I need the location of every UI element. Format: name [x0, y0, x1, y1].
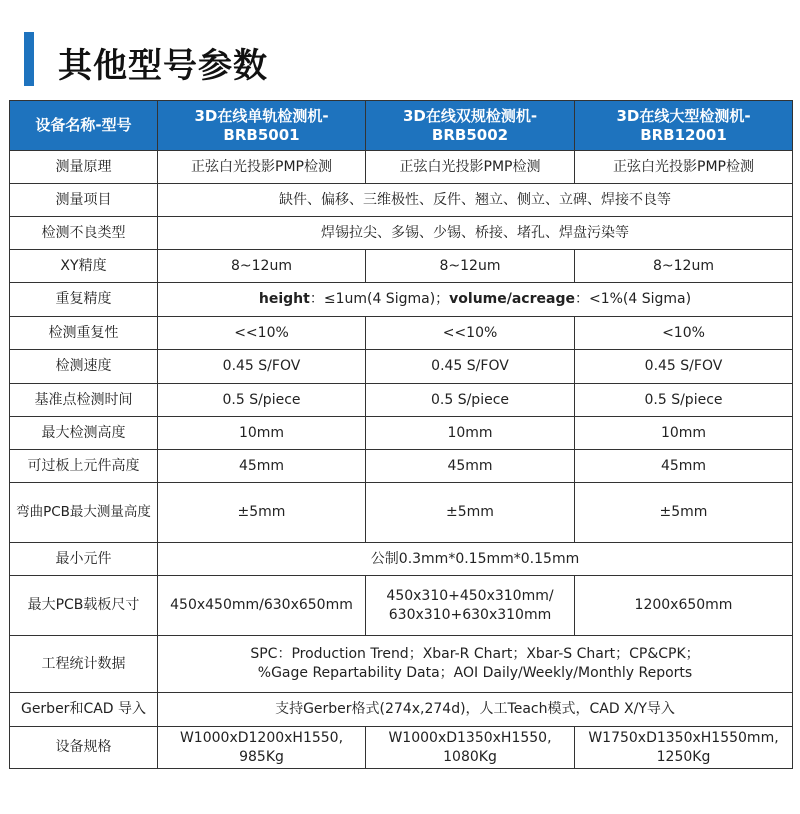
table-row [10, 384, 793, 417]
cell-value: 正弦白光投影PMP检测 [366, 151, 575, 184]
cell-value: 45mm [158, 450, 366, 483]
row-label: 检测不良类型 [10, 217, 158, 250]
cell-value: 10mm [575, 417, 793, 450]
cell-value: W1000xD1200xH1550, 985Kg [158, 727, 366, 769]
row-label: 检测重复性 [10, 317, 158, 350]
height-value: ：≤1um(4 Sigma)； [309, 291, 450, 307]
cell-value: 焊锡拉尖、多锡、少锡、桥接、堵孔、焊盘污染等 [158, 217, 793, 250]
volume-label: volume/acreage [449, 291, 575, 307]
cell-value: 450x450mm/630x650mm [158, 576, 366, 636]
cell-value: 45mm [366, 450, 575, 483]
volume-value: ：<1%(4 Sigma) [574, 291, 692, 307]
row-label: 重复精度 [10, 283, 158, 317]
cell-value: 支持Gerber格式(274x,274d)，人工Teach模式，CAD X/Y导入 [158, 693, 793, 727]
table-row [10, 636, 793, 693]
table-header-row [10, 101, 793, 151]
cell-value: 8~12um [158, 250, 366, 283]
header-brb12001: 3D在线大型检测机- BRB12001 [575, 101, 793, 151]
cell-value: 1200x650mm [575, 576, 793, 636]
cell-value: 缺件、偏移、三维极性、反件、翘立、侧立、立碑、焊接不良等 [158, 184, 793, 217]
row-label: XY精度 [10, 250, 158, 283]
table-row [10, 543, 793, 576]
page-title: 其他型号参数 [58, 46, 268, 86]
table-row [10, 250, 793, 283]
cell-value: 10mm [158, 417, 366, 450]
parameter-table [9, 100, 793, 769]
row-label: 最大PCB载板尺寸 [10, 576, 158, 636]
cell-value: ±5mm [366, 483, 575, 543]
header-model-label: 设备名称-型号 [10, 101, 158, 151]
table-row [10, 727, 793, 769]
title-accent-bar [24, 32, 34, 86]
cell-value: 0.45 S/FOV [366, 350, 575, 384]
header-brb5002: 3D在线双规检测机- BRB5002 [366, 101, 575, 151]
cell-value: <10% [575, 317, 793, 350]
row-label: 可过板上元件高度 [10, 450, 158, 483]
cell-value: 8~12um [366, 250, 575, 283]
row-label: 设备规格 [10, 727, 158, 769]
table-row [10, 450, 793, 483]
cell-value: 0.5 S/piece [366, 384, 575, 417]
cell-value: W1750xD1350xH1550mm, 1250Kg [575, 727, 793, 769]
cell-value: 正弦白光投影PMP检测 [158, 151, 366, 184]
cell-value: SPC：Production Trend；Xbar-R Chart；Xbar-S Chart；CP&CPK； %Gage Repartability Data；AOI Daily/Weekly/Monthly Reports [158, 636, 793, 693]
cell-value: <<10% [158, 317, 366, 350]
row-label: 工程统计数据 [10, 636, 158, 693]
table-row [10, 417, 793, 450]
table-row [10, 693, 793, 727]
table-row [10, 350, 793, 384]
table-row [10, 576, 793, 636]
table-row [10, 184, 793, 217]
cell-value: 0.5 S/piece [575, 384, 793, 417]
row-label: 最大检测高度 [10, 417, 158, 450]
table-row [10, 217, 793, 250]
row-label: 弯曲PCB最大测量高度 [10, 483, 158, 543]
cell-value: 0.45 S/FOV [575, 350, 793, 384]
cell-value: 0.5 S/piece [158, 384, 366, 417]
row-label: 基准点检测时间 [10, 384, 158, 417]
cell-value: 正弦白光投影PMP检测 [575, 151, 793, 184]
height-label: height [258, 291, 310, 307]
table-row [10, 151, 793, 184]
cell-value: 8~12um [575, 250, 793, 283]
cell-value: ±5mm [158, 483, 366, 543]
table-row [10, 317, 793, 350]
row-label: 测量项目 [10, 184, 158, 217]
table-row [10, 483, 793, 543]
row-label: 检测速度 [10, 350, 158, 384]
cell-value: ±5mm [575, 483, 793, 543]
cell-value: 45mm [575, 450, 793, 483]
cell-value [158, 283, 793, 317]
cell-value: 450x310+450x310mm/ 630x310+630x310mm [366, 576, 575, 636]
row-label: 测量原理 [10, 151, 158, 184]
cell-value: 0.45 S/FOV [158, 350, 366, 384]
cell-value: 公制0.3mm*0.15mm*0.15mm [158, 543, 793, 576]
cell-value: 10mm [366, 417, 575, 450]
header-brb5001: 3D在线单轨检测机- BRB5001 [158, 101, 366, 151]
cell-value: <<10% [366, 317, 575, 350]
row-label: Gerber和CAD 导入 [10, 693, 158, 727]
row-label: 最小元件 [10, 543, 158, 576]
cell-value: W1000xD1350xH1550, 1080Kg [366, 727, 575, 769]
table-row [10, 283, 793, 317]
